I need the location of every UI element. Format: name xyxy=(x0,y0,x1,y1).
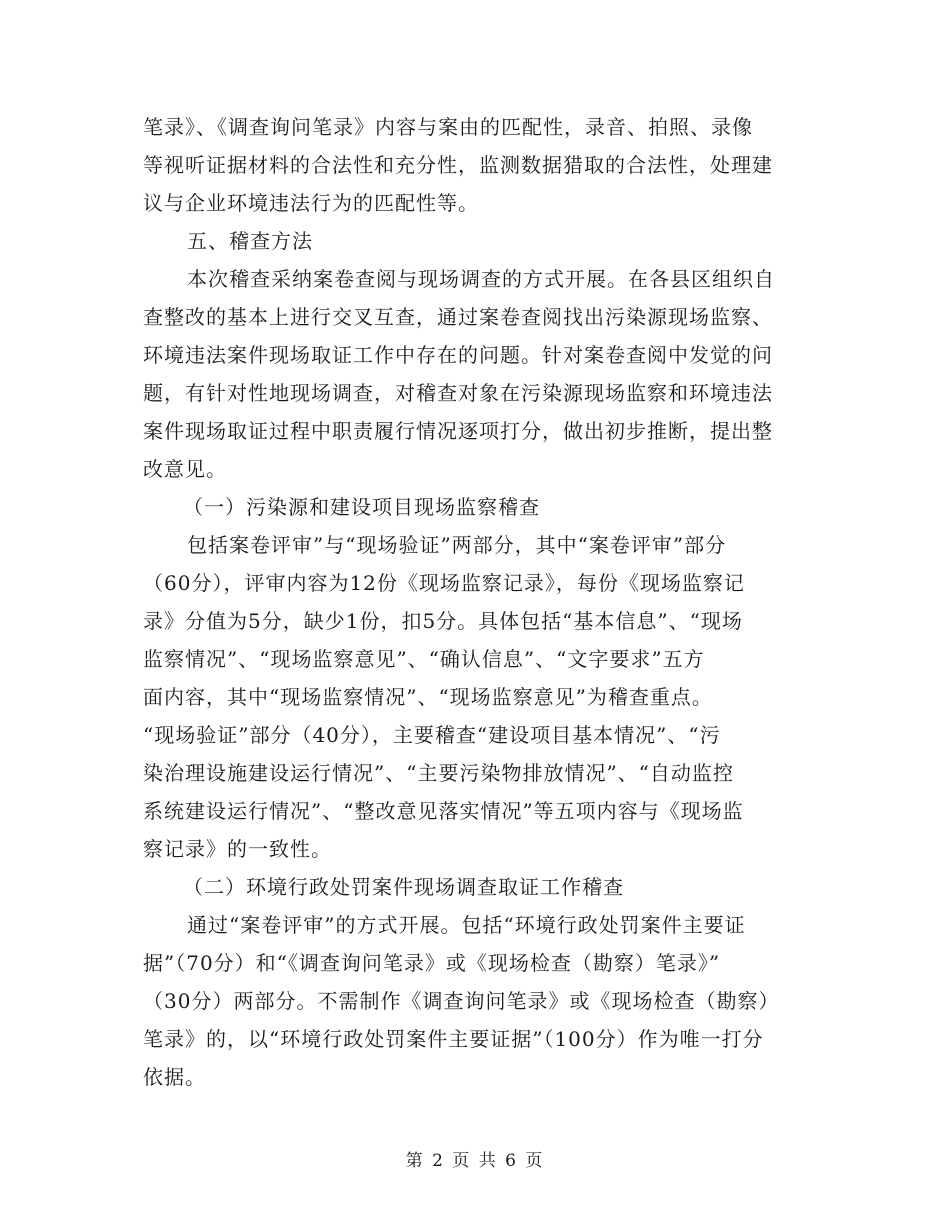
text-line: 议与企业环境违法行为的匹配性等。 xyxy=(143,191,479,215)
subsection-heading: （一）污染源和建设项目现场监察稽查 xyxy=(183,495,540,519)
subsection-heading: （二）环境行政处罚案件现场调查取证工作稽查 xyxy=(183,875,624,899)
text-line: 监察情况”、“现场监察意见”、“确认信息”、“文字要求”五方 xyxy=(143,647,705,671)
text-line: 包括案卷评审”与“现场验证”两部分，其中“案卷评审”部分 xyxy=(187,533,727,557)
document-body xyxy=(143,108,813,1096)
text-line: 面内容，其中“现场监察情况”、“现场监察意见”为稽查重点。 xyxy=(143,685,713,709)
page-number-footer: 第 2 页 共 6 页 xyxy=(405,1151,545,1171)
text-line: “现场验证”部分（40分），主要稽查“建设项目基本情况”、“污 xyxy=(143,723,721,747)
text-line: 等视听证据材料的合法性和充分性，监测数据猎取的合法性，处理建 xyxy=(143,153,773,177)
text-line: （30分）两部分。不需制作《调查询问笔录》或《现场检查（勘察） xyxy=(143,989,780,1013)
text-line: （60分），评审内容为12份《现场监察记录》，每份《现场监察记 xyxy=(143,571,745,595)
text-line: 案件现场取证过程中职责履行情况逐项打分，做出初步推断，提出整 xyxy=(143,419,773,443)
text-line: 笔录》、《调查询问笔录》内容与案由的匹配性，录音、拍照、录像 xyxy=(143,115,753,139)
text-line: 察记录》的一致性。 xyxy=(143,837,332,861)
text-line: 查整改的基本上进行交叉互查，通过案卷查阅找出污染源现场监察、 xyxy=(143,305,773,329)
text-line: 通过“案卷评审”的方式开展。包括“环境行政处罚案件主要证 xyxy=(187,913,746,937)
text-line: 染治理设施建设运行情况”、“主要污染物排放情况”、“自动监控 xyxy=(143,761,734,785)
text-line: 笔录》的，以“环境行政处罚案件主要证据”（100分）作为唯一打分 xyxy=(143,1027,764,1051)
text-line: 系统建设运行情况”、“整改意见落实情况”等五项内容与《现场监 xyxy=(143,799,744,823)
text-line: 题，有针对性地现场调查，对稽查对象在污染源现场监察和环境违法 xyxy=(143,381,773,405)
text-line: 本次稽查采纳案卷查阅与现场调查的方式开展。在各县区组织自 xyxy=(187,267,775,291)
section-heading: 五、稽查方法 xyxy=(187,229,313,253)
text-line: 环境违法案件现场取证工作中存在的问题。针对案卷查阅中发觉的问 xyxy=(143,343,773,367)
text-line: 改意见。 xyxy=(143,457,227,481)
text-line: 依据。 xyxy=(143,1065,206,1089)
text-line: 据”（70分）和“《调查询问笔录》或《现场检查（勘察）笔录》” xyxy=(143,951,721,975)
text-line: 录》分值为5分，缺少1份，扣5分。具体包括“基本信息”、“现场 xyxy=(143,609,743,633)
